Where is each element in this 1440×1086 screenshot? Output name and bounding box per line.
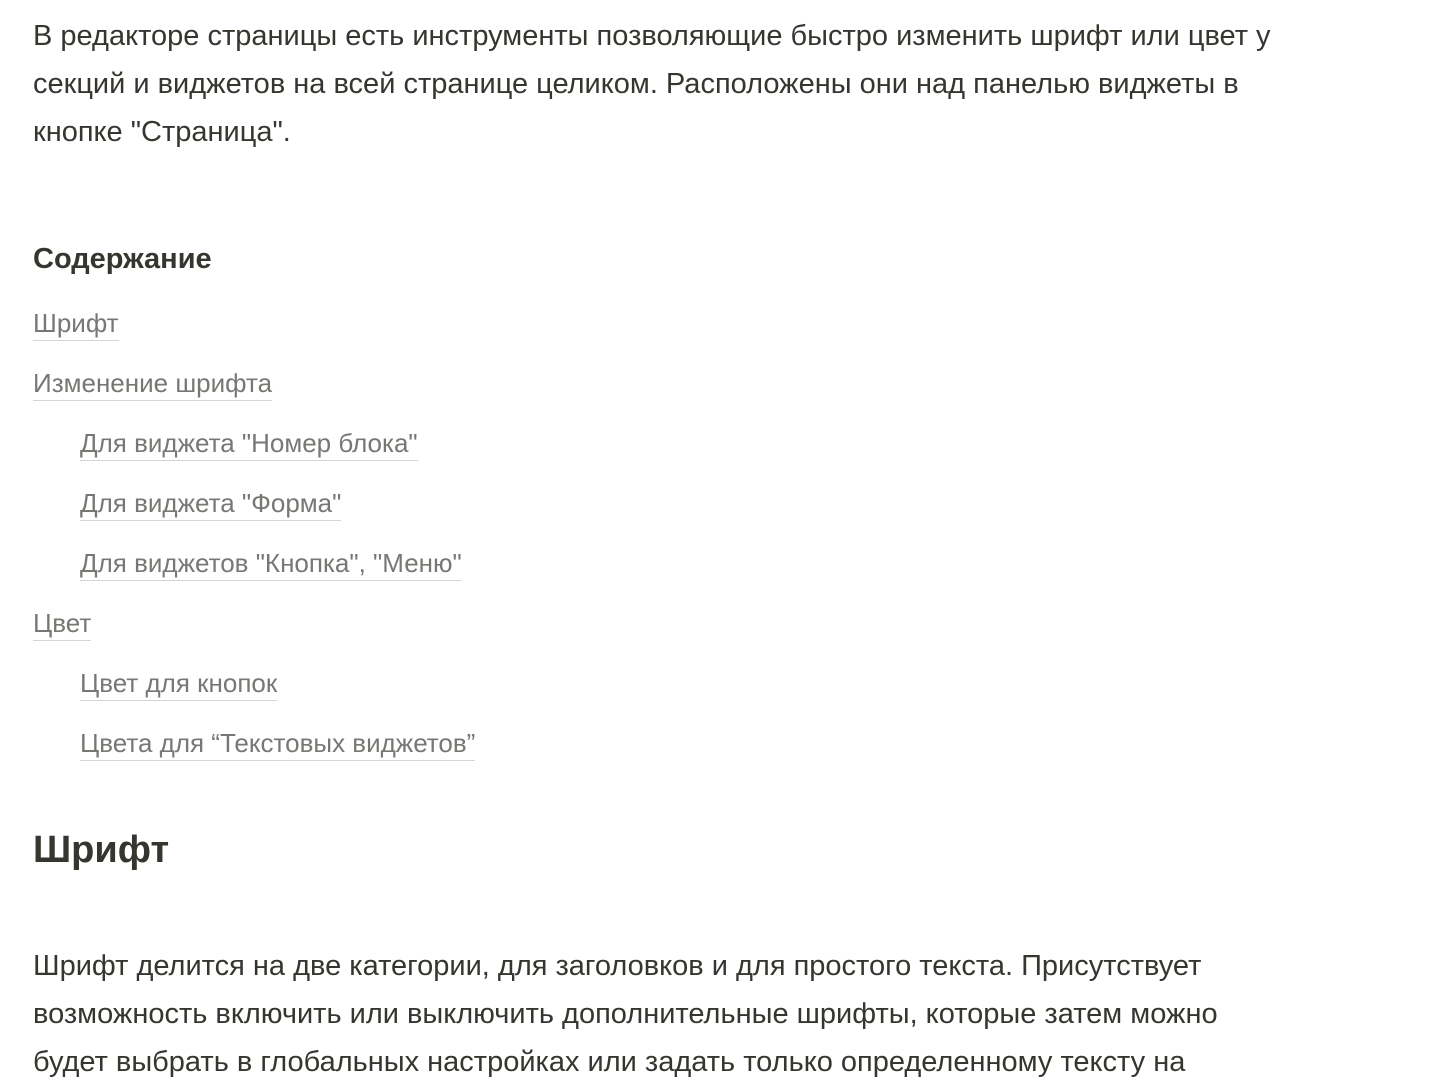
toc-item	[33, 366, 475, 426]
table-of-contents	[33, 306, 475, 786]
toc-item	[33, 546, 475, 606]
toc-item	[33, 666, 475, 726]
toc-link-font[interactable]: Шрифт	[33, 306, 119, 341]
toc-link-form-widget[interactable]: Для виджета "Форма"	[80, 486, 341, 521]
toc-link-change-font[interactable]: Изменение шрифта	[33, 366, 272, 401]
toc-link-color[interactable]: Цвет	[33, 606, 91, 641]
toc-link-button-menu-widgets[interactable]: Для виджетов "Кнопка", "Меню"	[80, 546, 462, 581]
toc-item	[33, 426, 475, 486]
toc-item	[33, 306, 475, 366]
toc-item	[33, 726, 475, 786]
intro-paragraph: В редакторе страницы есть инструменты позволяющие быстро изменить шрифт или цвет у секций и виджетов на всей странице целиком. Расположены они над панелью виджеты в кнопке "Страница".	[33, 20, 1271, 148]
toc-item	[33, 606, 475, 666]
toc-title: Содержание	[33, 243, 212, 275]
toc-link-block-number-widget[interactable]: Для виджета "Номер блока"	[80, 426, 418, 461]
section-heading-font: Шрифт	[33, 829, 170, 871]
toc-link-button-color[interactable]: Цвет для кнопок	[80, 666, 277, 701]
toc-item	[33, 486, 475, 546]
toc-link-text-widget-colors[interactable]: Цвета для “Текстовых виджетов”	[80, 726, 475, 761]
section-body-paragraph: Шрифт делится на две категории, для заголовков и для простого текста. Присутствует возможность включить или выключить дополнительные шрифты, которые затем можно будет выбрать в глобальных настройках или задать только определенному тексту на	[33, 950, 1218, 1078]
